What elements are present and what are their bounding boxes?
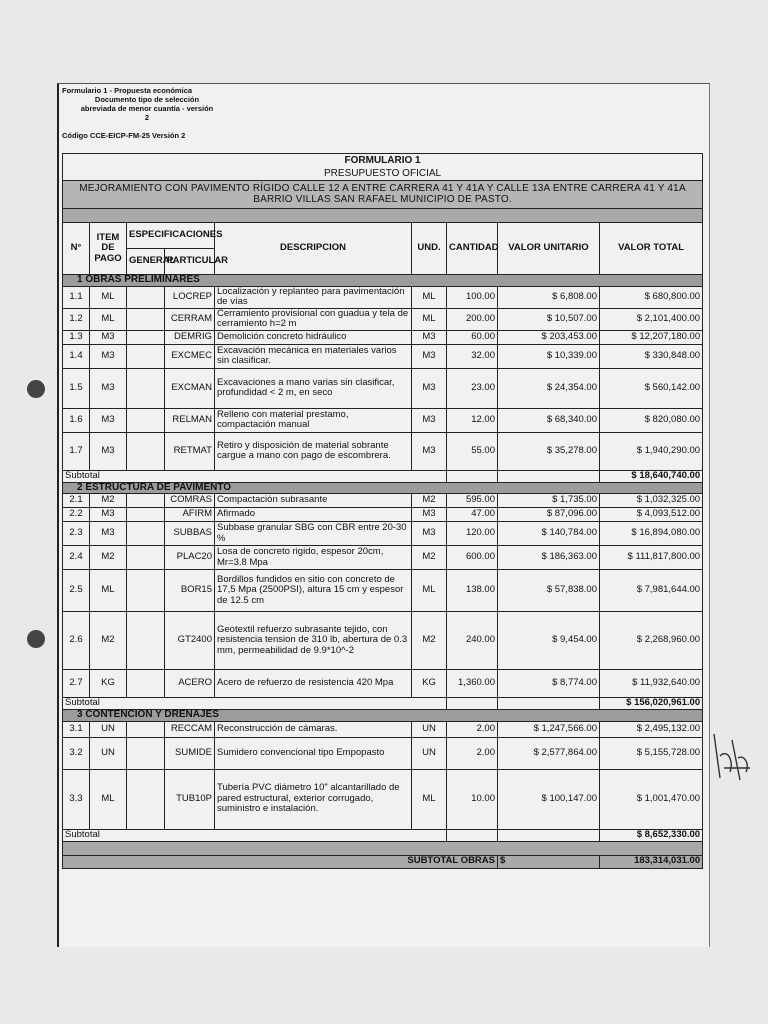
subtotal-spacer bbox=[447, 470, 498, 482]
description: Bordillos fundidos en sitio con concreto de 17,5 Mpa (2500PSI), altura 15 cm y espesor de 12.5 cm bbox=[215, 570, 412, 612]
punch-hole bbox=[27, 630, 45, 648]
description: Tubería PVC diámetro 10" alcantarillado de pared estructural, exterior corrugado, suministro e instalación. bbox=[215, 769, 412, 829]
unit-value: $ 186,363.00 bbox=[498, 546, 600, 570]
unit: M3 bbox=[412, 508, 447, 522]
subtotal-label: Subtotal bbox=[63, 829, 412, 841]
subtotal-spacer bbox=[412, 829, 447, 841]
spec-particular: BOR15 bbox=[165, 570, 215, 612]
spec-particular: RELMAN bbox=[165, 408, 215, 432]
unit-value: $ 57,838.00 bbox=[498, 570, 600, 612]
spec-general bbox=[127, 546, 165, 570]
row-number: 3.3 bbox=[63, 769, 90, 829]
spec-general bbox=[127, 721, 165, 737]
description: Afirmado bbox=[215, 508, 412, 522]
total-value: $ 16,894,080.00 bbox=[600, 522, 703, 546]
spec-particular: COMRAS bbox=[165, 494, 215, 508]
col-header-spec-general: GENERAL bbox=[127, 249, 165, 275]
spec-general bbox=[127, 670, 165, 698]
subtotal-value: $ 156,020,961.00 bbox=[600, 698, 703, 710]
subtotal-spacer bbox=[498, 470, 600, 482]
total-value: $ 1,940,290.00 bbox=[600, 432, 703, 470]
spec-general bbox=[127, 368, 165, 408]
description: Relleno con material prestamo, compactación manual bbox=[215, 408, 412, 432]
col-header-cant: CANTIDAD bbox=[447, 223, 498, 275]
spec-particular: ACERO bbox=[165, 670, 215, 698]
subtotal-spacer bbox=[412, 698, 447, 710]
item-unit: KG bbox=[90, 670, 127, 698]
item-unit: ML bbox=[90, 308, 127, 330]
item-unit: ML bbox=[90, 286, 127, 308]
item-unit: UN bbox=[90, 737, 127, 769]
unit: ML bbox=[412, 570, 447, 612]
unit: M2 bbox=[412, 494, 447, 508]
row-number: 1.1 bbox=[63, 286, 90, 308]
unit: ML bbox=[412, 308, 447, 330]
item-unit: ML bbox=[90, 570, 127, 612]
col-header-item: ITEM DE PAGO bbox=[90, 223, 127, 275]
quantity: 200.00 bbox=[447, 308, 498, 330]
total-value: $ 1,032,325.00 bbox=[600, 494, 703, 508]
table-row bbox=[63, 612, 703, 670]
col-header-no: N° bbox=[63, 223, 90, 275]
row-number: 3.2 bbox=[63, 737, 90, 769]
table-row bbox=[63, 522, 703, 546]
description: Acero de refuerzo de resistencia 420 Mpa bbox=[215, 670, 412, 698]
table-row bbox=[63, 721, 703, 737]
description: Demolición concreto hidráulico bbox=[215, 330, 412, 344]
unit: M3 bbox=[412, 522, 447, 546]
unit: M3 bbox=[412, 408, 447, 432]
table-row bbox=[63, 737, 703, 769]
item-unit: M2 bbox=[90, 546, 127, 570]
project-line-2: BARRIO VILLAS SAN RAFAEL MUNICIPIO DE PASTO. bbox=[253, 193, 512, 205]
description: Retiro y disposición de material sobrante cargue a mano con pago de escombrera. bbox=[215, 432, 412, 470]
unit-value: $ 68,340.00 bbox=[498, 408, 600, 432]
quantity: 2.00 bbox=[447, 737, 498, 769]
spec-particular: CERRAM bbox=[165, 308, 215, 330]
subtotal-spacer bbox=[498, 698, 600, 710]
subtotal-spacer bbox=[447, 829, 498, 841]
unit: M3 bbox=[412, 368, 447, 408]
row-number: 1.7 bbox=[63, 432, 90, 470]
item-unit: M3 bbox=[90, 408, 127, 432]
col-header-desc: DESCRIPCION bbox=[215, 223, 412, 275]
row-number: 3.1 bbox=[63, 721, 90, 737]
subtotal-label: Subtotal bbox=[63, 698, 412, 710]
quantity: 12.00 bbox=[447, 408, 498, 432]
item-unit: M3 bbox=[90, 508, 127, 522]
header-line-2: Documento tipo de selección bbox=[94, 95, 200, 104]
total-value: $ 330,848.00 bbox=[600, 344, 703, 368]
col-header-spec: ESPECIFICACIONES bbox=[127, 223, 215, 249]
description: Losa de concreto rigido, espesor 20cm, Mr=3.8 Mpa bbox=[215, 546, 412, 570]
quantity: 47.00 bbox=[447, 508, 498, 522]
unit: M2 bbox=[412, 612, 447, 670]
quantity: 2.00 bbox=[447, 721, 498, 737]
table-row bbox=[63, 670, 703, 698]
row-number: 2.1 bbox=[63, 494, 90, 508]
quantity: 120.00 bbox=[447, 522, 498, 546]
quantity: 138.00 bbox=[447, 570, 498, 612]
description: Sumidero convencional tipo Empopasto bbox=[215, 737, 412, 769]
total-value: $ 1,001,470.00 bbox=[600, 769, 703, 829]
spec-particular: AFIRM bbox=[165, 508, 215, 522]
quantity: 600.00 bbox=[447, 546, 498, 570]
spec-particular: SUMIDE bbox=[165, 737, 215, 769]
section-header: 3 CONTENCION Y DRENAJES bbox=[63, 710, 703, 722]
description: Localización y replanteo para pavimentación de vías bbox=[215, 286, 412, 308]
unit-value: $ 6,808.00 bbox=[498, 286, 600, 308]
total-value: $ 2,495,132.00 bbox=[600, 721, 703, 737]
col-header-vt: VALOR TOTAL bbox=[600, 223, 703, 275]
table-row bbox=[63, 570, 703, 612]
table-row bbox=[63, 308, 703, 330]
project-name bbox=[63, 181, 703, 209]
spec-particular: EXCMAN bbox=[165, 368, 215, 408]
description: Subbase granular SBG con CBR entre 20-30 % bbox=[215, 522, 412, 546]
unit-value: $ 9,454.00 bbox=[498, 612, 600, 670]
section-header: 1 OBRAS PRELIMINARES bbox=[63, 275, 703, 287]
total-value: $ 560,142.00 bbox=[600, 368, 703, 408]
spacer-band bbox=[63, 841, 703, 855]
total-value: $ 111,817,800.00 bbox=[600, 546, 703, 570]
unit-value: $ 1,247,566.00 bbox=[498, 721, 600, 737]
row-number: 1.4 bbox=[63, 344, 90, 368]
table-row bbox=[63, 286, 703, 308]
spec-particular: DEMRIG bbox=[165, 330, 215, 344]
form-header bbox=[62, 86, 232, 122]
row-number: 2.6 bbox=[63, 612, 90, 670]
handwritten-signature bbox=[710, 728, 756, 786]
spec-general bbox=[127, 522, 165, 546]
unit-value: $ 8,774.00 bbox=[498, 670, 600, 698]
row-number: 1.6 bbox=[63, 408, 90, 432]
header-line-3: abreviada de menor cuantía - versión bbox=[80, 104, 214, 113]
col-header-vu: VALOR UNITARIO bbox=[498, 223, 600, 275]
unit-value: $ 24,354.00 bbox=[498, 368, 600, 408]
punch-hole bbox=[27, 380, 45, 398]
item-unit: M2 bbox=[90, 494, 127, 508]
spec-particular: LOCREP bbox=[165, 286, 215, 308]
table-row bbox=[63, 330, 703, 344]
unit-value: $ 1,735.00 bbox=[498, 494, 600, 508]
total-value: $ 7,981,644.00 bbox=[600, 570, 703, 612]
total-currency: $ bbox=[498, 855, 600, 868]
subtotal-spacer bbox=[447, 698, 498, 710]
spec-general bbox=[127, 408, 165, 432]
form-code: Código CCE-EICP-FM-25 Versión 2 bbox=[62, 131, 186, 140]
unit: M2 bbox=[412, 546, 447, 570]
item-unit: M3 bbox=[90, 522, 127, 546]
row-number: 2.5 bbox=[63, 570, 90, 612]
spec-particular: EXCMEC bbox=[165, 344, 215, 368]
spec-general bbox=[127, 769, 165, 829]
form-title: FORMULARIO 1 bbox=[63, 154, 703, 168]
item-unit: M3 bbox=[90, 368, 127, 408]
description: Reconstrucción de cámaras. bbox=[215, 721, 412, 737]
item-unit: ML bbox=[90, 769, 127, 829]
row-number: 2.2 bbox=[63, 508, 90, 522]
spacer-band bbox=[63, 209, 703, 223]
description: Cerramiento provisional con guadua y tela de cerramiento h=2 m bbox=[215, 308, 412, 330]
unit: KG bbox=[412, 670, 447, 698]
quantity: 10.00 bbox=[447, 769, 498, 829]
row-number: 1.5 bbox=[63, 368, 90, 408]
spec-general bbox=[127, 286, 165, 308]
description: Geotextil refuerzo subrasante tejido, con resistencia tension de 310 lb, abertura de 0.3 mm, permeabilidad de 9.9*10^-2 bbox=[215, 612, 412, 670]
table-row bbox=[63, 408, 703, 432]
unit-value: $ 10,507.00 bbox=[498, 308, 600, 330]
quantity: 1,360.00 bbox=[447, 670, 498, 698]
unit-value: $ 100,147.00 bbox=[498, 769, 600, 829]
section-header: 2 ESTRUCTURA DE PAVIMENTO bbox=[63, 482, 703, 494]
header-line-4: 2 bbox=[144, 113, 150, 122]
quantity: 595.00 bbox=[447, 494, 498, 508]
spec-particular: RETMAT bbox=[165, 432, 215, 470]
total-value: $ 11,932,640.00 bbox=[600, 670, 703, 698]
total-value: $ 680,800.00 bbox=[600, 286, 703, 308]
item-unit: M3 bbox=[90, 432, 127, 470]
item-unit: M3 bbox=[90, 330, 127, 344]
table-row bbox=[63, 494, 703, 508]
item-unit: M2 bbox=[90, 612, 127, 670]
quantity: 240.00 bbox=[447, 612, 498, 670]
total-value: $ 4,093,512.00 bbox=[600, 508, 703, 522]
subtotal-label: Subtotal bbox=[63, 470, 412, 482]
total-value: 183,314,031.00 bbox=[600, 855, 703, 868]
spec-general bbox=[127, 330, 165, 344]
unit-value: $ 87,096.00 bbox=[498, 508, 600, 522]
budget-table bbox=[62, 153, 703, 869]
unit-value: $ 10,339.00 bbox=[498, 344, 600, 368]
unit: UN bbox=[412, 737, 447, 769]
total-value: $ 12,207,180.00 bbox=[600, 330, 703, 344]
unit-value: $ 203,453.00 bbox=[498, 330, 600, 344]
unit: ML bbox=[412, 769, 447, 829]
row-number: 2.3 bbox=[63, 522, 90, 546]
quantity: 32.00 bbox=[447, 344, 498, 368]
row-number: 2.7 bbox=[63, 670, 90, 698]
spec-particular: RECCAM bbox=[165, 721, 215, 737]
spec-general bbox=[127, 344, 165, 368]
subtotal-value: $ 8,652,330.00 bbox=[600, 829, 703, 841]
item-unit: UN bbox=[90, 721, 127, 737]
total-label: SUBTOTAL OBRAS bbox=[63, 855, 498, 868]
description: Excavaciones a mano varias sin clasificar, profundidad < 2 m, en seco bbox=[215, 368, 412, 408]
unit-value: $ 2,577,864.00 bbox=[498, 737, 600, 769]
spec-general bbox=[127, 737, 165, 769]
total-value: $ 5,155,728.00 bbox=[600, 737, 703, 769]
table-row bbox=[63, 546, 703, 570]
description: Compactación subrasante bbox=[215, 494, 412, 508]
spec-general bbox=[127, 308, 165, 330]
spec-general bbox=[127, 612, 165, 670]
spec-general bbox=[127, 508, 165, 522]
form-subtitle: PRESUPUESTO OFICIAL bbox=[63, 168, 703, 181]
quantity: 23.00 bbox=[447, 368, 498, 408]
row-number: 1.3 bbox=[63, 330, 90, 344]
unit: UN bbox=[412, 721, 447, 737]
subtotal-value: $ 18,640,740.00 bbox=[600, 470, 703, 482]
quantity: 60.00 bbox=[447, 330, 498, 344]
unit-value: $ 35,278.00 bbox=[498, 432, 600, 470]
table-row bbox=[63, 769, 703, 829]
spec-particular: PLAC20 bbox=[165, 546, 215, 570]
col-header-und: UND. bbox=[412, 223, 447, 275]
table-row bbox=[63, 508, 703, 522]
table-row bbox=[63, 432, 703, 470]
spec-particular: GT2400 bbox=[165, 612, 215, 670]
subtotal-spacer bbox=[498, 829, 600, 841]
total-value: $ 2,101,400.00 bbox=[600, 308, 703, 330]
spec-general bbox=[127, 432, 165, 470]
spec-particular: SUBBAS bbox=[165, 522, 215, 546]
unit: ML bbox=[412, 286, 447, 308]
table-row bbox=[63, 344, 703, 368]
row-number: 1.2 bbox=[63, 308, 90, 330]
description: Excavación mecánica en materiales varios sin clasificar. bbox=[215, 344, 412, 368]
item-unit: M3 bbox=[90, 344, 127, 368]
col-header-spec-particular: PARTICULAR bbox=[165, 249, 215, 275]
subtotal-spacer bbox=[412, 470, 447, 482]
quantity: 100.00 bbox=[447, 286, 498, 308]
unit: M3 bbox=[412, 432, 447, 470]
total-value: $ 820,080.00 bbox=[600, 408, 703, 432]
spec-particular: TUB10P bbox=[165, 769, 215, 829]
unit: M3 bbox=[412, 330, 447, 344]
project-line-1: MEJORAMIENTO CON PAVIMENTO RÍGIDO CALLE 12 A ENTRE CARRERA 41 Y 41A Y CALLE 13A ENTRE CARRERA 41 Y 41A bbox=[79, 183, 686, 194]
unit-value: $ 140,784.00 bbox=[498, 522, 600, 546]
spec-general bbox=[127, 570, 165, 612]
table-row bbox=[63, 368, 703, 408]
row-number: 2.4 bbox=[63, 546, 90, 570]
unit: M3 bbox=[412, 344, 447, 368]
quantity: 55.00 bbox=[447, 432, 498, 470]
spec-general bbox=[127, 494, 165, 508]
total-value: $ 2,268,960.00 bbox=[600, 612, 703, 670]
header-line-1: Formulario 1 - Propuesta económica bbox=[62, 86, 193, 95]
